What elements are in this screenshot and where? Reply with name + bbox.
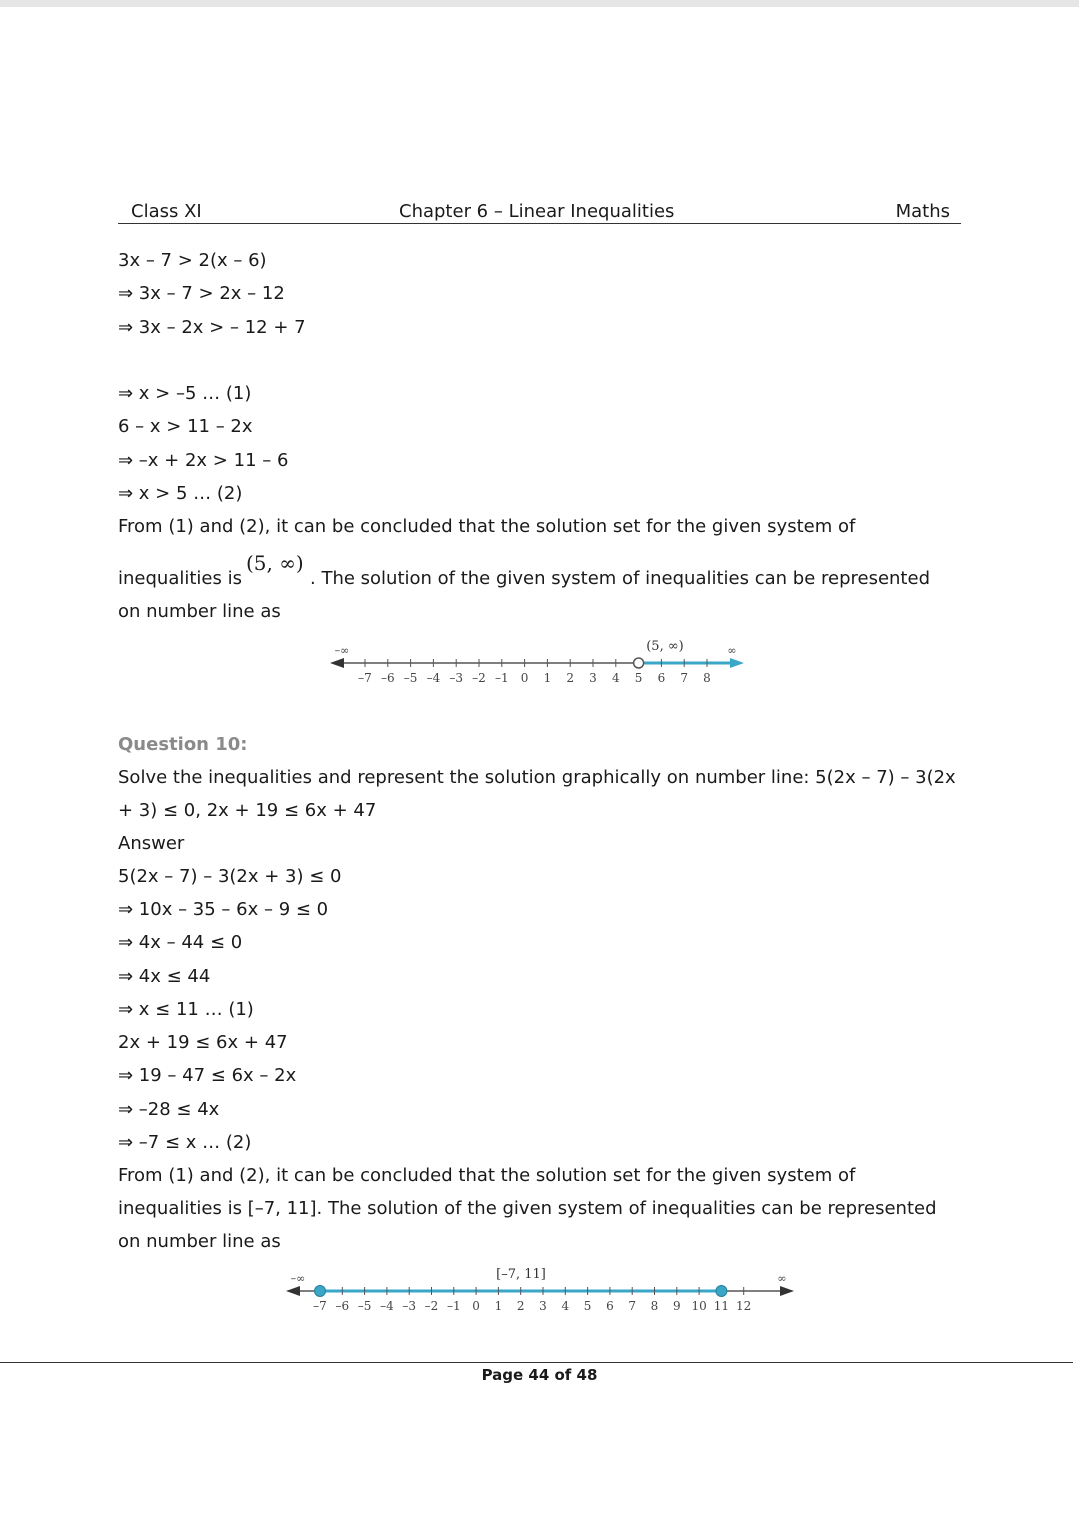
tick-label: 1 [543,671,552,685]
tick-label: –5 [403,671,418,685]
tick-label: –6 [380,671,395,685]
left-arrow-icon [286,1286,300,1296]
q10-answer-label: Answer [118,833,185,854]
tick-label: –3 [402,1299,417,1313]
q10-step-7: ⇒ 19 – 47 ≤ 6x – 2x [118,1065,297,1086]
tick-label: 7 [628,1299,637,1313]
tick-label: 6 [606,1299,614,1313]
q9-step-6: ⇒ –x + 2x > 11 – 6 [118,450,289,471]
tick-label: –4 [380,1299,394,1313]
closed-point [716,1286,727,1297]
q9-step-1: 3x – 7 > 2(x – 6) [118,250,267,271]
q9-conclusion-line-1: From (1) and (2), it can be concluded that the solution set for the given system of [118,516,856,537]
left-arrow-icon [330,658,344,668]
tick-label: 9 [672,1299,681,1313]
q10-step-1: 5(2x – 7) – 3(2x + 3) ≤ 0 [118,866,342,887]
right-arrow-icon [780,1286,794,1296]
tick-label: 3 [589,671,597,685]
tick-label: 4 [611,671,620,685]
q10-step-8: ⇒ –28 ≤ 4x [118,1099,220,1120]
q10-step-3: ⇒ 4x – 44 ≤ 0 [118,932,243,953]
q9-conclusion-line-3: on number line as [118,601,281,622]
q10-title: Question 10: [118,734,248,755]
q9-conclusion-suffix: . The solution of the given system of inequalities can be represented [310,568,930,589]
tick-label: –3 [449,671,464,685]
footer-divider [0,1362,1073,1363]
q10-step-9: ⇒ –7 ≤ x … (2) [118,1132,252,1153]
tick-label: –1 [494,671,509,685]
tick-label: 5 [583,1299,592,1313]
q9-step-3: ⇒ 3x – 2x > – 12 + 7 [118,317,306,338]
neg-infinity-label: –∞ [290,1272,306,1285]
tick-label: 3 [539,1299,547,1313]
q10-conclusion: From (1) and (2), it can be concluded that the solution set for the given system of inequalities is [–7, 11]. The solution of the given system of inequalities can be represented on number line as [118,1165,937,1252]
q10-step-2: ⇒ 10x – 35 – 6x – 9 ≤ 0 [118,899,329,920]
tick-label: 8 [650,1299,659,1313]
tick-label: –2 [472,671,486,685]
tick-label: 8 [703,671,711,685]
page-header [118,200,961,224]
q10-step-5: ⇒ x ≤ 11 … (1) [118,999,254,1020]
interval-label: [–7, 11] [496,1267,546,1282]
q10-question: Solve the inequalities and represent the solution graphically on number line: 5(2x – 7) – 3(2x + 3) ≤ 0, 2x + 19 ≤ 6x + 47 [118,767,956,821]
tick-label: 12 [736,1299,752,1313]
tick-label: 0 [472,1299,480,1313]
tick-label: 11 [713,1299,730,1313]
page-number: Page 44 of 48 [481,1366,598,1384]
tick-label: –6 [335,1299,350,1313]
q10-number-line [276,1262,802,1318]
pos-infinity-label: ∞ [727,644,737,657]
q9-conclusion-prefix: inequalities is [118,568,242,589]
q9-interval-text: (5, ∞) [246,551,304,575]
tick-label: –1 [446,1299,461,1313]
q9-number-line [320,630,760,690]
tick-label: –4 [426,671,441,685]
tick-label: –5 [357,1299,372,1313]
tick-label: 2 [516,1299,525,1313]
tick-label: –7 [313,1299,327,1313]
q10-step-4: ⇒ 4x ≤ 44 [118,966,211,987]
tick-label: 6 [657,671,666,685]
q9-step-4: ⇒ x > –5 … (1) [118,383,252,404]
q9-step-2: ⇒ 3x – 7 > 2x – 12 [118,283,285,304]
tick-label: 5 [634,671,643,685]
neg-infinity-label: –∞ [334,644,350,657]
interval-label: (5, ∞) [646,639,684,654]
tick-label: 1 [494,1299,503,1313]
header-chapter: Chapter 6 – Linear Inequalities [399,201,675,222]
open-point [634,658,644,668]
tick-label: –2 [424,1299,439,1313]
tick-label: 2 [566,671,575,685]
tick-label: 4 [561,1299,570,1313]
q9-step-5: 6 – x > 11 – 2x [118,416,253,437]
q10-step-6: 2x + 19 ≤ 6x + 47 [118,1032,288,1053]
closed-point [315,1286,326,1297]
tick-label: 7 [680,671,689,685]
header-class: Class XI [131,201,202,222]
q9-step-7: ⇒ x > 5 … (2) [118,483,243,504]
tick-label: 0 [520,671,529,685]
tick-label: –7 [358,671,372,685]
top-band [0,0,1079,7]
header-subject: Maths [895,201,950,222]
pos-infinity-label: ∞ [777,1272,787,1285]
q9-interval-inline [246,551,304,575]
tick-label: 10 [691,1299,707,1313]
